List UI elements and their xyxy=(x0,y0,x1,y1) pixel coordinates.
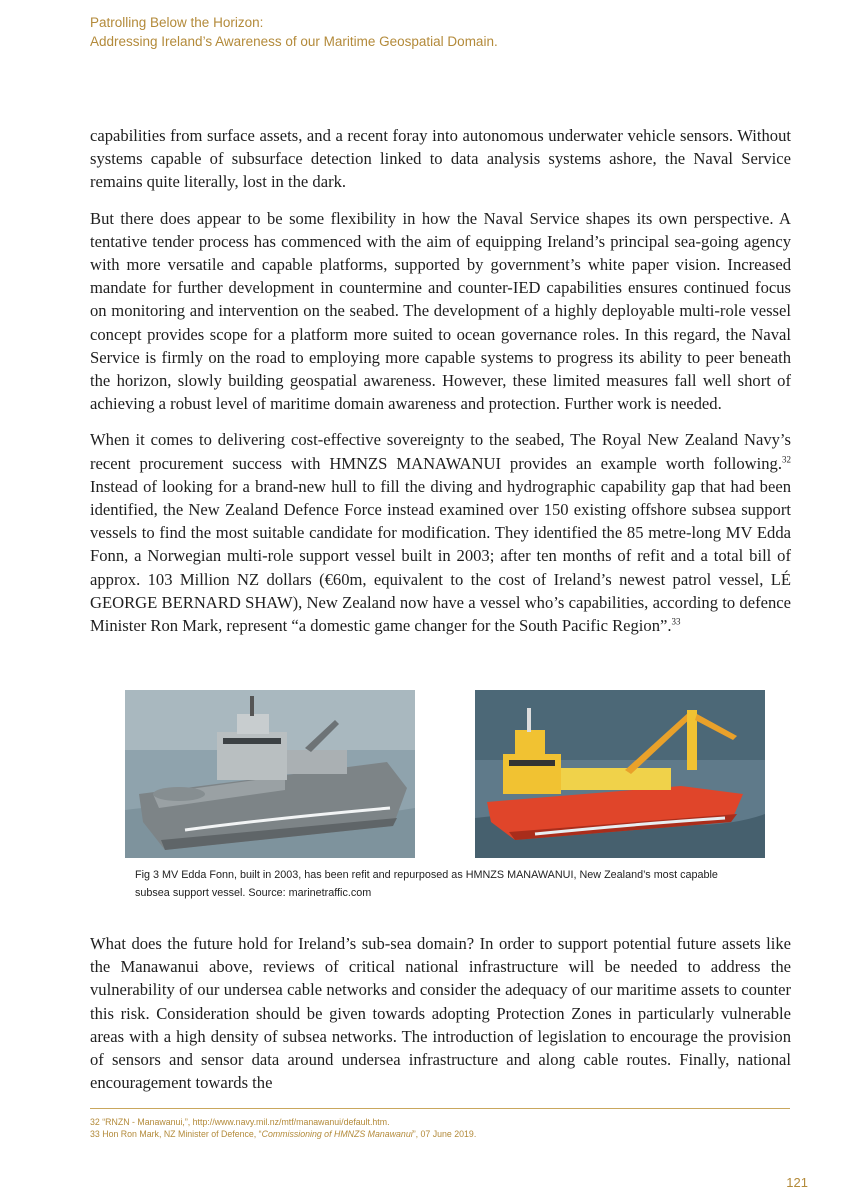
photo-hmnzs-manawanui xyxy=(125,690,415,858)
page-number: 121 xyxy=(786,1175,808,1190)
orange-ship-illustration xyxy=(475,690,765,858)
footnote-32: 32 “RNZN - Manawanui,”, http://www.navy.mil.nz/mtf/manawanui/default.htm. xyxy=(90,1117,390,1127)
figure-3 xyxy=(125,690,765,902)
running-header xyxy=(90,13,790,51)
paragraph-3 xyxy=(90,428,791,637)
footnote-33-date: ”, 07 June 2019. xyxy=(412,1129,477,1139)
grey-ship-illustration xyxy=(125,690,415,858)
paragraph-3-part-a: When it comes to delivering cost-effective sovereignty to the seabed, The Royal New Zealand Navy’s recent procurement success with HMNZS MANAWANUI provides an example worth following. xyxy=(90,430,791,473)
footnotes xyxy=(90,1108,790,1140)
body-text xyxy=(90,124,791,650)
footnote-33-author: 33 Hon Ron Mark, NZ Minister of Defence, “ xyxy=(90,1129,262,1139)
figure-photos xyxy=(125,690,765,858)
header-subtitle: Addressing Ireland’s Awareness of our Maritime Geospatial Domain. xyxy=(90,34,498,49)
photo-mv-edda-fonn xyxy=(475,690,765,858)
footnote-ref-32[interactable]: 32 xyxy=(782,454,791,465)
footnote-33 xyxy=(90,1128,790,1140)
paragraph-3-part-b: Instead of looking for a brand-new hull to fill the diving and hydrographic capability gap that had been identified, the New Zealand Defence Force instead examined over 150 existing offshore subsea support vessels to find the most suitable candidate for modification. They identified the 85 metre-long MV Edda Fonn, a Norwegian multi-role support vessel built in 2003; after ten months of refit and a total bill of approx. 103 Million NZ dollars (€60m, equivalent to the cost of Ireland’s newest patrol vessel, LÉ GEORGE BERNARD SHAW), New Zealand now have a vessel who’s capabilities, according to defence Minister Ron Mark, represent “a domestic game changer for the South Pacific Region”. xyxy=(90,476,791,636)
footnote-ref-33[interactable]: 33 xyxy=(671,616,681,627)
figure-caption: Fig 3 MV Edda Fonn, built in 2003, has been refit and repurposed as HMNZS MANAWANUI, New Zealand’s most capable subsea support vessel. Source: marinetraffic.com xyxy=(135,869,718,899)
paragraph-2: But there does appear to be some flexibility in how the Naval Service shapes its own perspective. A tentative tender process has commenced with the aim of equipping Ireland’s principal sea-going agency with more versatile and capable platforms, supported by government’s white paper vision. Increased mandate for further development in countermine and counter-IED capabilities ensures continued focus on monitoring and intervention on the seabed. The development of a highly deployable multi-role vessel concept provides scope for a platform more suited to ocean governance roles. In this regard, the Naval Service is firmly on the road to employing more capable systems to progress its ability to peer beneath the horizon, slowly building geospatial awareness. However, these limited measures fall well short of achieving a robust level of maritime domain awareness and protection. Further work is needed. xyxy=(90,208,791,414)
paragraph-4: What does the future hold for Ireland’s sub-sea domain? In order to support potential future assets like the Manawanui above, reviews of critical national infrastructure will be needed to address the vulnerability of our undersea cable networks and consider the adequacy of our maritime assets to counter this risk. Consideration should be given towards adopting Protection Zones in particularly vulnerable areas with a high density of subsea networks. The introduction of legislation to encourage the provision of sensors and sensor data around undersea infrastructure and along cable routes. Finally, national encouragement towards the xyxy=(90,934,791,1093)
header-title: Patrolling Below the Horizon: xyxy=(90,15,264,30)
paragraph-1: capabilities from surface assets, and a recent foray into autonomous underwater vehicle sensors. Without systems capable of subsurface detection linked to data analysis systems ashore, the Naval Service remains quite literally, lost in the dark. xyxy=(90,126,791,192)
body-text-continued xyxy=(90,932,791,1107)
footnote-33-title: Commissioning of HMNZS Manawanui xyxy=(261,1129,413,1139)
